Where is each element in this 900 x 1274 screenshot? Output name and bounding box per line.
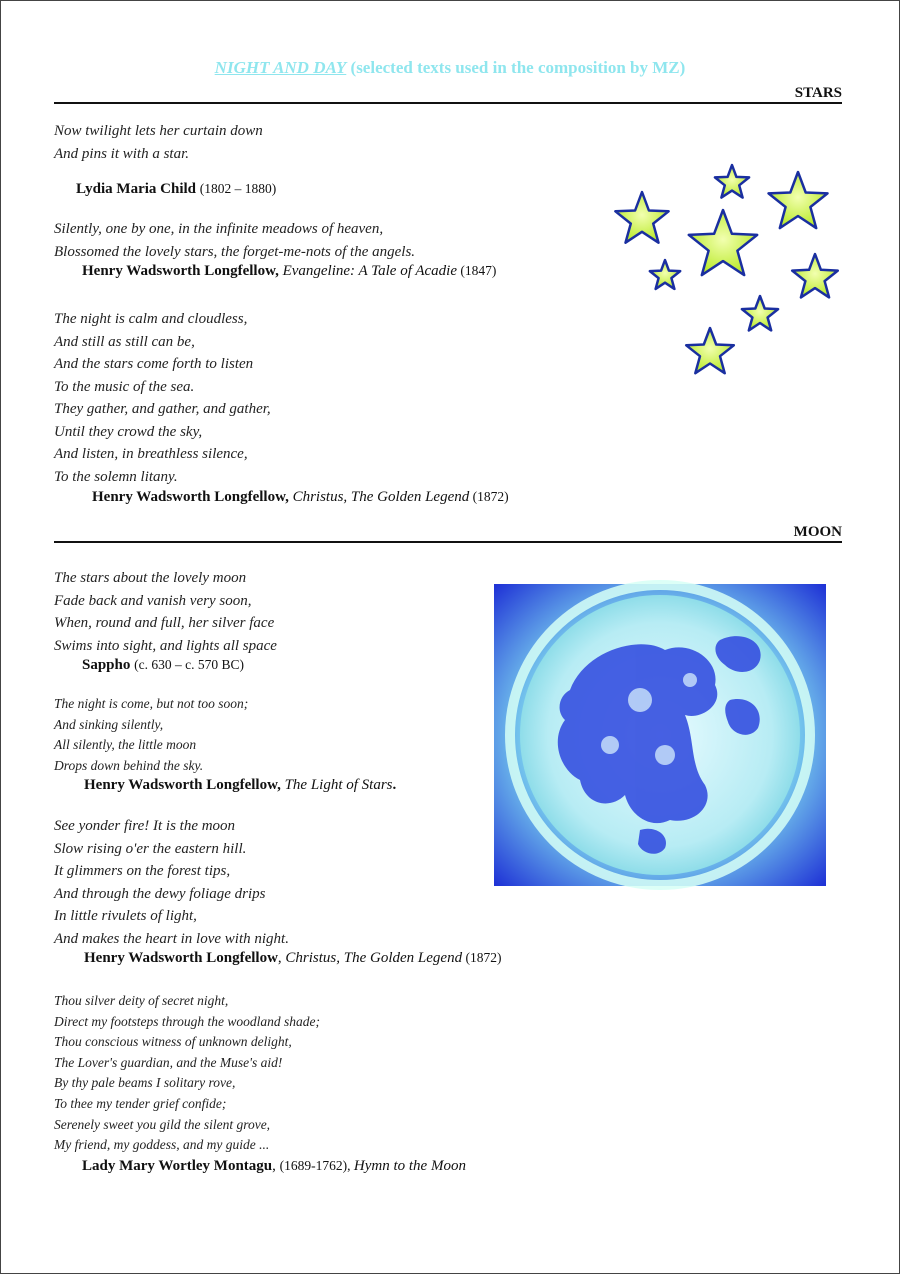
poem-line: See yonder fire! It is the moon: [54, 818, 236, 834]
poem-line: The night is come, but not too soon;: [54, 696, 249, 711]
work-year: (1847): [457, 263, 497, 278]
trailing-period: .: [392, 777, 397, 793]
poem-line: And makes the heart in love with night.: [54, 930, 289, 947]
poem-line: The stars about the lovely moon: [54, 570, 247, 586]
author-years: (1689-1762),: [279, 1158, 354, 1173]
section-rule-moon: [54, 541, 842, 543]
title-main: NIGHT AND DAY: [214, 58, 347, 77]
author-name: Henry Wadsworth Longfellow,: [84, 777, 281, 793]
star-icon: [615, 192, 668, 243]
star-icon: [792, 254, 838, 297]
attribution-longfellow-evangeline: [82, 263, 496, 280]
section-heading-moon: MOON: [793, 524, 842, 540]
work-year: (1872): [469, 489, 509, 504]
section-rule-stars: [54, 102, 842, 104]
poem-line: When, round and full, her silver face: [54, 615, 275, 631]
poem-line: And through the dewy foliage drips: [54, 885, 266, 902]
star-icon: [742, 296, 778, 330]
poem-line: They gather, and gather, and gather,: [54, 401, 271, 417]
author-name: Henry Wadsworth Longfellow: [84, 950, 278, 966]
author-name: Henry Wadsworth Longfellow,: [92, 489, 289, 505]
poem-line: Drops down behind the sky.: [54, 757, 204, 773]
poem-line: My friend, my goddess, and my guide ...: [54, 1137, 270, 1153]
author-name: Sappho: [82, 657, 131, 673]
attribution-sappho: [82, 657, 244, 674]
poem-line: To thee my tender grief confide;: [54, 1095, 227, 1111]
poem-line: Silently, one by one, in the infinite meadows of heaven,: [54, 221, 384, 237]
poem-line: Serenely sweet you gild the silent grove,: [54, 1116, 271, 1132]
star-icon: [715, 165, 749, 198]
poem-line: Until they crowd the sky,: [54, 423, 203, 440]
poem-line: The night is calm and cloudless,: [54, 311, 248, 327]
attribution-child: [76, 181, 276, 198]
poem-line: And pins it with a star.: [54, 145, 190, 162]
separator: ,: [277, 950, 286, 966]
poem-line: It glimmers on the forest tips,: [54, 863, 231, 879]
author-years: (1802 – 1880): [199, 181, 277, 196]
work-title: Christus, The Golden Legend: [285, 950, 463, 966]
poem-line: Thou conscious witness of unknown delight,: [54, 1034, 292, 1050]
attribution-longfellow-light-of-stars: [84, 777, 396, 794]
poem-stars-3: [54, 308, 271, 488]
poem-line: Now twilight lets her curtain down: [54, 123, 263, 139]
poem-moon-2: [54, 694, 248, 776]
poem-stars-2: [54, 218, 415, 263]
poem-line: The Lover's guardian, and the Muse's aid!: [54, 1054, 283, 1070]
section-heading-stars: STARS: [794, 85, 842, 101]
poem-moon-3: [54, 815, 289, 950]
poem-line: And listen, in breathless silence,: [54, 446, 248, 462]
poem-line: Slow rising o'er the eastern hill.: [54, 840, 247, 857]
poem-line: By thy pale beams I solitary rove,: [54, 1075, 236, 1091]
poem-line: Blossomed the lovely stars, the forget-me-nots of the angels.: [54, 243, 416, 260]
poem-line: To the solemn litany.: [54, 468, 178, 485]
poem-line: And still as still can be,: [54, 333, 195, 350]
moon-illustration: [490, 580, 830, 890]
author-name: Lydia Maria Child: [76, 181, 197, 197]
author-years: (c. 630 – c. 570 BC): [134, 657, 244, 672]
poem-stars-1: [54, 120, 263, 165]
separator: ,: [272, 1158, 280, 1174]
poem-line: And sinking silently,: [54, 716, 164, 732]
poem-line: And the stars come forth to listen: [54, 356, 254, 372]
star-icon: [650, 260, 680, 289]
poem-line: In little rivulets of light,: [54, 908, 197, 924]
attribution-montagu: [82, 1158, 466, 1175]
work-title: The Light of Stars: [284, 777, 393, 793]
poem-moon-1: [54, 567, 277, 657]
author-name: Henry Wadsworth Longfellow,: [82, 263, 279, 279]
document-title: [0, 58, 900, 78]
star-icon: [689, 210, 757, 275]
attribution-longfellow-christus: [92, 489, 509, 506]
stars-illustration: [605, 158, 845, 383]
work-title: Christus, The Golden Legend: [292, 489, 470, 505]
poem-moon-4: [54, 991, 320, 1156]
attribution-longfellow-golden-legend: [84, 950, 501, 967]
poem-line: To the music of the sea.: [54, 378, 195, 395]
work-year: (1872): [462, 950, 502, 965]
poem-line: Swims into sight, and lights all space: [54, 637, 277, 654]
star-icon: [686, 328, 734, 373]
poem-line: Thou silver deity of secret night,: [54, 993, 229, 1008]
work-title: Hymn to the Moon: [353, 1158, 466, 1174]
author-name: Lady Mary Wortley Montagu: [82, 1158, 273, 1174]
work-title: Evangeline: A Tale of Acadie: [282, 263, 457, 279]
poem-line: Fade back and vanish very soon,: [54, 592, 252, 609]
poem-line: All silently, the little moon: [54, 737, 197, 753]
star-icon: [769, 172, 828, 228]
poem-line: Direct my footsteps through the woodland shade;: [54, 1013, 320, 1029]
title-rest: (selected texts used in the composition by MZ): [346, 58, 686, 77]
